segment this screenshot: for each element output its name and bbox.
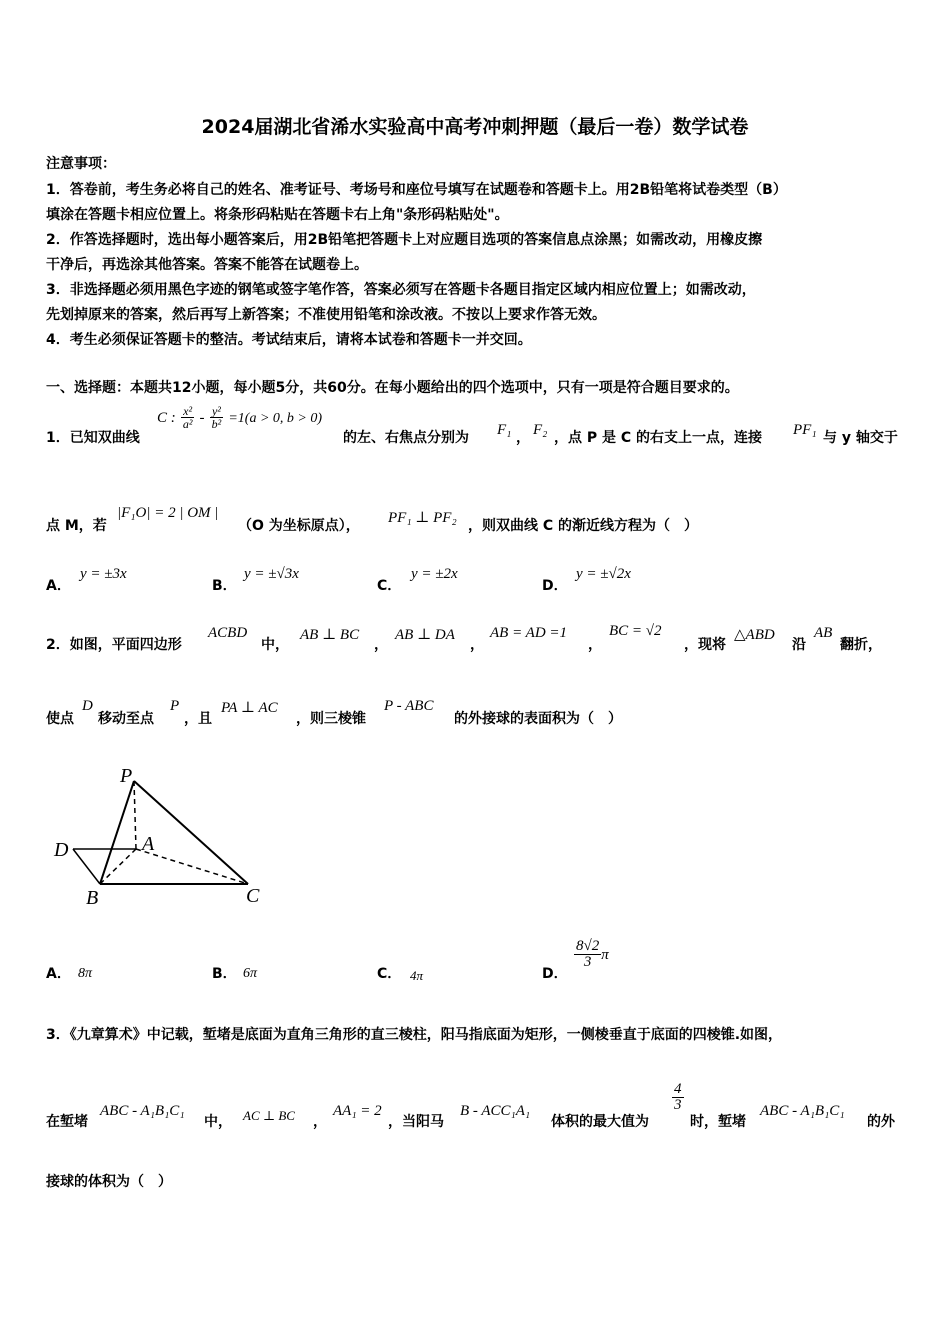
option-label: C． <box>377 966 402 982</box>
vertex-label-d: D <box>54 839 69 861</box>
option-label: D． <box>542 966 568 982</box>
option-label: D． <box>542 578 568 594</box>
q2-text: ，且 <box>184 711 212 727</box>
hyperbola-equation: C : $\frac{\text{x²}}{\text{a²}}$ - $\frac{\text{y²}}{\text{b²}}$ =1(a > 0, b > 0) <box>157 404 323 431</box>
pyramid-label: P - ABC <box>384 698 434 714</box>
q2-text: ，现将 <box>684 637 726 653</box>
q2-text: 翻折， <box>840 637 882 653</box>
vertex-label-b: B <box>86 887 99 909</box>
quad-label: ACBD <box>208 625 248 641</box>
notice-line: 4．考生必须保证答题卡的整洁。考试结束后，请将本试卷和答题卡一并交回。 <box>46 332 532 348</box>
vertex-label-c: C <box>246 885 260 907</box>
page-title: 2024届湖北省浠水实验高中高考冲刺押题（最后一卷）数学试卷 <box>201 116 749 138</box>
condition-formula: AB ⊥ BC <box>300 627 360 643</box>
q3-text: 3．《九章算术》中记载，堑堵是底面为直角三角形的直三棱柱，阳马指底面为矩形，一侧棱垂直于底面的四棱锥.如图， <box>46 1027 783 1043</box>
condition-formula: BC = √2 <box>609 623 662 639</box>
triangle-label: △ABD <box>734 627 775 643</box>
q1-text: ，则双曲线 C 的渐近线方程为（ ） <box>468 518 699 534</box>
option-label: C． <box>377 578 402 594</box>
option-value: y = ±√3x <box>244 566 299 582</box>
condition-formula: AC ⊥ BC <box>243 1108 295 1123</box>
condition-formula: PA ⊥ AC <box>221 700 278 716</box>
option-label: B． <box>212 578 237 594</box>
q2-text: 中， <box>261 637 289 653</box>
q2-text: ， <box>374 637 388 653</box>
notice-heading: 注意事项： <box>46 156 116 172</box>
section-heading: 一、选择题：本题共12小题，每小题5分，共60分。在每小题给出的四个选项中，只有一项是符合题目要求的。 <box>46 380 739 396</box>
option-value: y = ±3x <box>80 566 127 582</box>
notice-line: 先划掉原来的答案，然后再写上新答案；不准使用铅笔和涂改液。不按以上要求作答无效。 <box>46 307 606 323</box>
q1-text: 与 y 轴交于 <box>823 430 898 446</box>
notice-line: 3．非选择题必须用黑色字迹的钢笔或签字笔作答，答案必须写在答题卡各题目指定区域内相应位置上；如需改动， <box>46 282 756 298</box>
option-label: B． <box>212 966 237 982</box>
option-label: A． <box>46 578 71 594</box>
pf1-symbol: PF₁ <box>793 422 817 438</box>
q1-text: 1．已知双曲线 <box>46 430 140 446</box>
option-value: 8π <box>78 966 93 981</box>
edge-pb <box>100 781 134 884</box>
edge-pa <box>134 781 136 849</box>
q1-text: ， <box>516 430 530 446</box>
q3-text: 接球的体积为（ ） <box>46 1174 172 1190</box>
option-value: $\frac{8√2}{3}$ π <box>576 938 609 970</box>
option-value: y = ±√2x <box>576 566 631 582</box>
f2-symbol: F₂ <box>533 422 548 438</box>
option-value: y = ±2x <box>411 566 458 582</box>
condition-formula: AB = AD =1 <box>490 625 568 641</box>
tetrahedron-figure <box>40 758 280 918</box>
q3-text: 时，堑堵 <box>690 1114 746 1130</box>
prism-label: ABC - A₁B₁C₁ <box>760 1103 845 1119</box>
q1-text: 点 M，若 <box>46 518 107 534</box>
q2-text: 沿 <box>792 637 806 653</box>
q3-text: ，当阳马 <box>388 1114 444 1130</box>
q1-text: 的左、右焦点分别为 <box>343 430 469 446</box>
notice-line: 填涂在答题卡相应位置上。将条形码粘贴在答题卡右上角"条形码粘贴处"。 <box>46 207 509 223</box>
q2-text: ， <box>470 637 484 653</box>
q2-text: 的外接球的表面积为（ ） <box>454 711 622 727</box>
prism-label: ABC - A₁B₁C₁ <box>100 1103 185 1119</box>
vertex-label-p: P <box>120 765 133 787</box>
q2-text: 移动至点 <box>98 711 154 727</box>
edge-label: AB <box>814 625 833 641</box>
notice-line: 1．答卷前，考生务必将自己的姓名、准考证号、考场号和座位号填写在试题卷和答题卡上。用2B铅笔将试卷类型（B） <box>46 182 787 198</box>
edge-db <box>73 849 100 884</box>
condition-formula: AB ⊥ DA <box>395 627 455 643</box>
f1-symbol: F₁ <box>497 422 512 438</box>
vertex-label-a: A <box>142 833 155 855</box>
q2-text: 2．如图，平面四边形 <box>46 637 182 653</box>
option-value: 6π <box>243 966 258 981</box>
condition-formula: |F₁O| = 2 | OM | <box>117 505 219 521</box>
fraction-value: $\frac{4}{3}$ <box>674 1081 682 1113</box>
q1-text: （O 为坐标原点）， <box>238 518 360 534</box>
q2-text: ，则三棱锥 <box>296 711 366 727</box>
q2-text: ， <box>588 637 602 653</box>
q3-text: ， <box>313 1114 327 1130</box>
option-value: 4π <box>410 968 424 983</box>
q3-text: 中， <box>204 1114 232 1130</box>
pyramid-label: B - ACC₁A₁ <box>460 1103 531 1119</box>
q3-text: 在堑堵 <box>46 1114 88 1130</box>
q2-text: 使点 <box>46 711 74 727</box>
notice-line: 干净后，再选涂其他答案。答案不能答在试题卷上。 <box>46 257 368 273</box>
q3-text: 体积的最大值为 <box>551 1114 649 1130</box>
perpendicular-formula: PF₁ ⊥ PF₂ <box>388 510 457 526</box>
point-label: D <box>82 698 93 714</box>
notice-line: 2．作答选择题时，选出每小题答案后，用2B铅笔把答题卡上对应题目选项的答案信息点涂黑；如需改动，用橡皮擦 <box>46 232 763 248</box>
q3-text: 的外 <box>867 1114 895 1130</box>
point-label: P <box>170 698 180 714</box>
condition-formula: AA₁ = 2 <box>333 1103 382 1119</box>
q1-text: ，点 P 是 C 的右支上一点，连接 <box>554 430 763 446</box>
option-label: A． <box>46 966 71 982</box>
